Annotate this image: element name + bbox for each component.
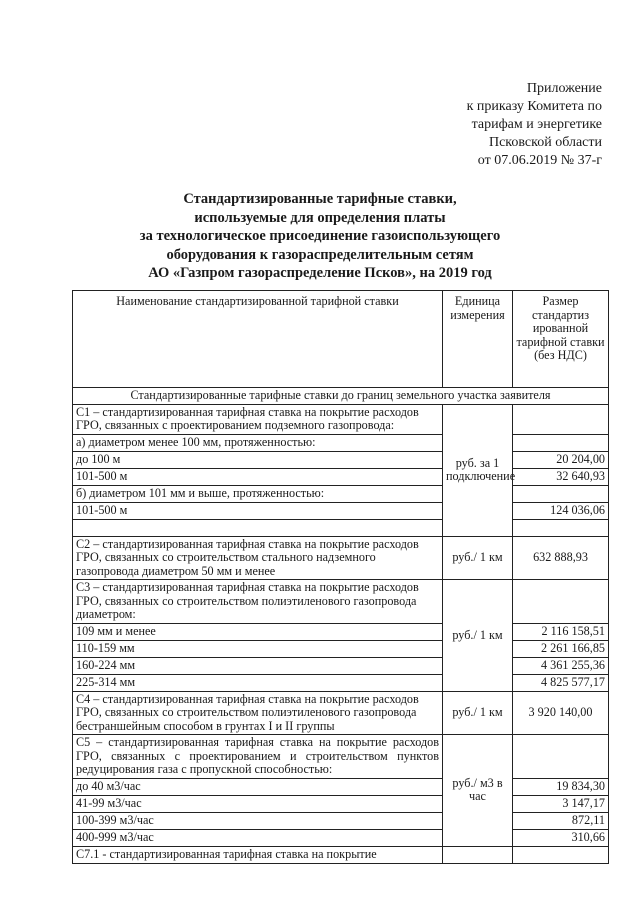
c2-title: С2 – стандартизированная тарифная ставка на покрытие расходов ГРО, связанных со строительством стального надземного газопровода диаметром 50 мм и менее [73,536,443,580]
empty-cell [513,485,609,502]
table-row [73,468,609,485]
table-row [73,735,609,779]
table-row [73,829,609,846]
c3-title: С3 – стандартизированная тарифная ставка на покрытие расходов ГРО, связанных со строительством полиэтиленового газопровода диаметром: [73,580,443,624]
c3-r1: 109 мм и менее [73,623,443,640]
c5-r4-value: 310,66 [513,829,609,846]
c4-value: 3 920 140,00 [513,691,609,735]
appendix-line: Приложение [526,81,602,96]
table-row [73,536,609,580]
c1-b1-value: 124 036,06 [513,502,609,519]
tariff-table [72,290,609,864]
table-row [73,623,609,640]
appendix-line: тарифам и энергетике [471,117,602,132]
c5-r2-value: 3 147,17 [513,795,609,812]
empty-cell [513,735,609,779]
c1-a2: 101-500 м [73,468,443,485]
table-row [73,519,609,536]
empty-cell [513,434,609,451]
empty-cell [513,580,609,624]
c1-title: С1 – стандартизированная тарифная ставка на покрытие расходов ГРО, связанных с проектированием подземного газопровода: [73,404,443,434]
c5-r1: до 40 м3/час [73,778,443,795]
table-row [73,691,609,735]
c5-r1-value: 19 834,30 [513,778,609,795]
section-row [73,388,609,405]
table-row [73,795,609,812]
title-line: за технологическое присоединение газоиспользующего [139,228,501,244]
title-line: используемые для определения платы [194,209,446,226]
c3-r4-value: 4 825 577,17 [513,674,609,691]
table-row [73,640,609,657]
c4-unit: руб./ 1 км [443,691,513,735]
c5-r4: 400-999 м3/час [73,829,443,846]
empty-cell [513,404,609,434]
empty-cell [73,519,443,536]
table-row [73,451,609,468]
c1-a1: до 100 м [73,451,443,468]
title-line: АО «Газпром газораспределение Псков», на 2019 год [148,265,492,281]
table-row [73,434,609,451]
c71-title: С7.1 - стандартизированная тарифная ставка на покрытие [73,846,443,863]
section-title: Стандартизированные тарифные ставки до границ земельного участка заявителя [73,388,609,405]
title-line: оборудования к газораспределительным сетям [166,246,474,263]
c5-unit: руб./ м3 в час [443,735,513,847]
header-row [73,291,609,388]
appendix-line: от 07.06.2019 № 37-г [477,153,602,168]
table-row [73,846,609,863]
appendix-line: к приказу Комитета по [466,99,602,114]
c2-unit: руб./ 1 км [443,536,513,580]
title-line: Стандартизированные тарифные ставки, [183,191,457,207]
document-title [0,190,640,283]
empty-cell [513,519,609,536]
c3-unit: руб./ 1 км [443,580,513,692]
c1-a2-value: 32 640,93 [513,468,609,485]
c5-r3-value: 872,11 [513,812,609,829]
c1-unit: руб. за 1 подключение [443,404,513,536]
c4-title: С4 – стандартизированная тарифная ставка на покрытие расходов ГРО, связанных со строительством полиэтиленового газопровода бестраншейным способом в грунтах I и II группы [73,691,443,735]
c3-r3-value: 4 361 255,36 [513,657,609,674]
table-row [73,485,609,502]
appendix-block [467,80,602,170]
c3-r3: 160-224 мм [73,657,443,674]
table-row [73,778,609,795]
empty-cell [513,846,609,863]
c1-a1-value: 20 204,00 [513,451,609,468]
appendix-line: Псковской области [488,135,602,150]
c1-b1: 101-500 м [73,502,443,519]
header-name: Наименование стандартизированной тарифной ставки [73,291,443,388]
c2-value: 632 888,93 [513,536,609,580]
table-row [73,404,609,434]
table-row [73,580,609,624]
c5-r3: 100-399 м3/час [73,812,443,829]
empty-cell [443,846,513,863]
c1-sub-b: б) диаметром 101 мм и выше, протяженностью: [73,485,443,502]
c3-r2-value: 2 261 166,85 [513,640,609,657]
table-row [73,502,609,519]
c3-r2: 110-159 мм [73,640,443,657]
c3-r4: 225-314 мм [73,674,443,691]
c5-r2: 41-99 м3/час [73,795,443,812]
header-size: Размер стандартиз ированной тарифной ставки (без НДС) [513,291,609,388]
c3-r1-value: 2 116 158,51 [513,623,609,640]
table-row [73,657,609,674]
c1-sub-a: а) диаметром менее 100 мм, протяженностью: [73,434,443,451]
header-unit: Единица измерения [443,291,513,388]
c5-title: С5 – стандартизированная тарифная ставка на покрытие расходов ГРО, связанных с проектированием и строительством пунктов редуцирования газа с пропускной способностью: [73,735,443,779]
table-row [73,674,609,691]
table-row [73,812,609,829]
